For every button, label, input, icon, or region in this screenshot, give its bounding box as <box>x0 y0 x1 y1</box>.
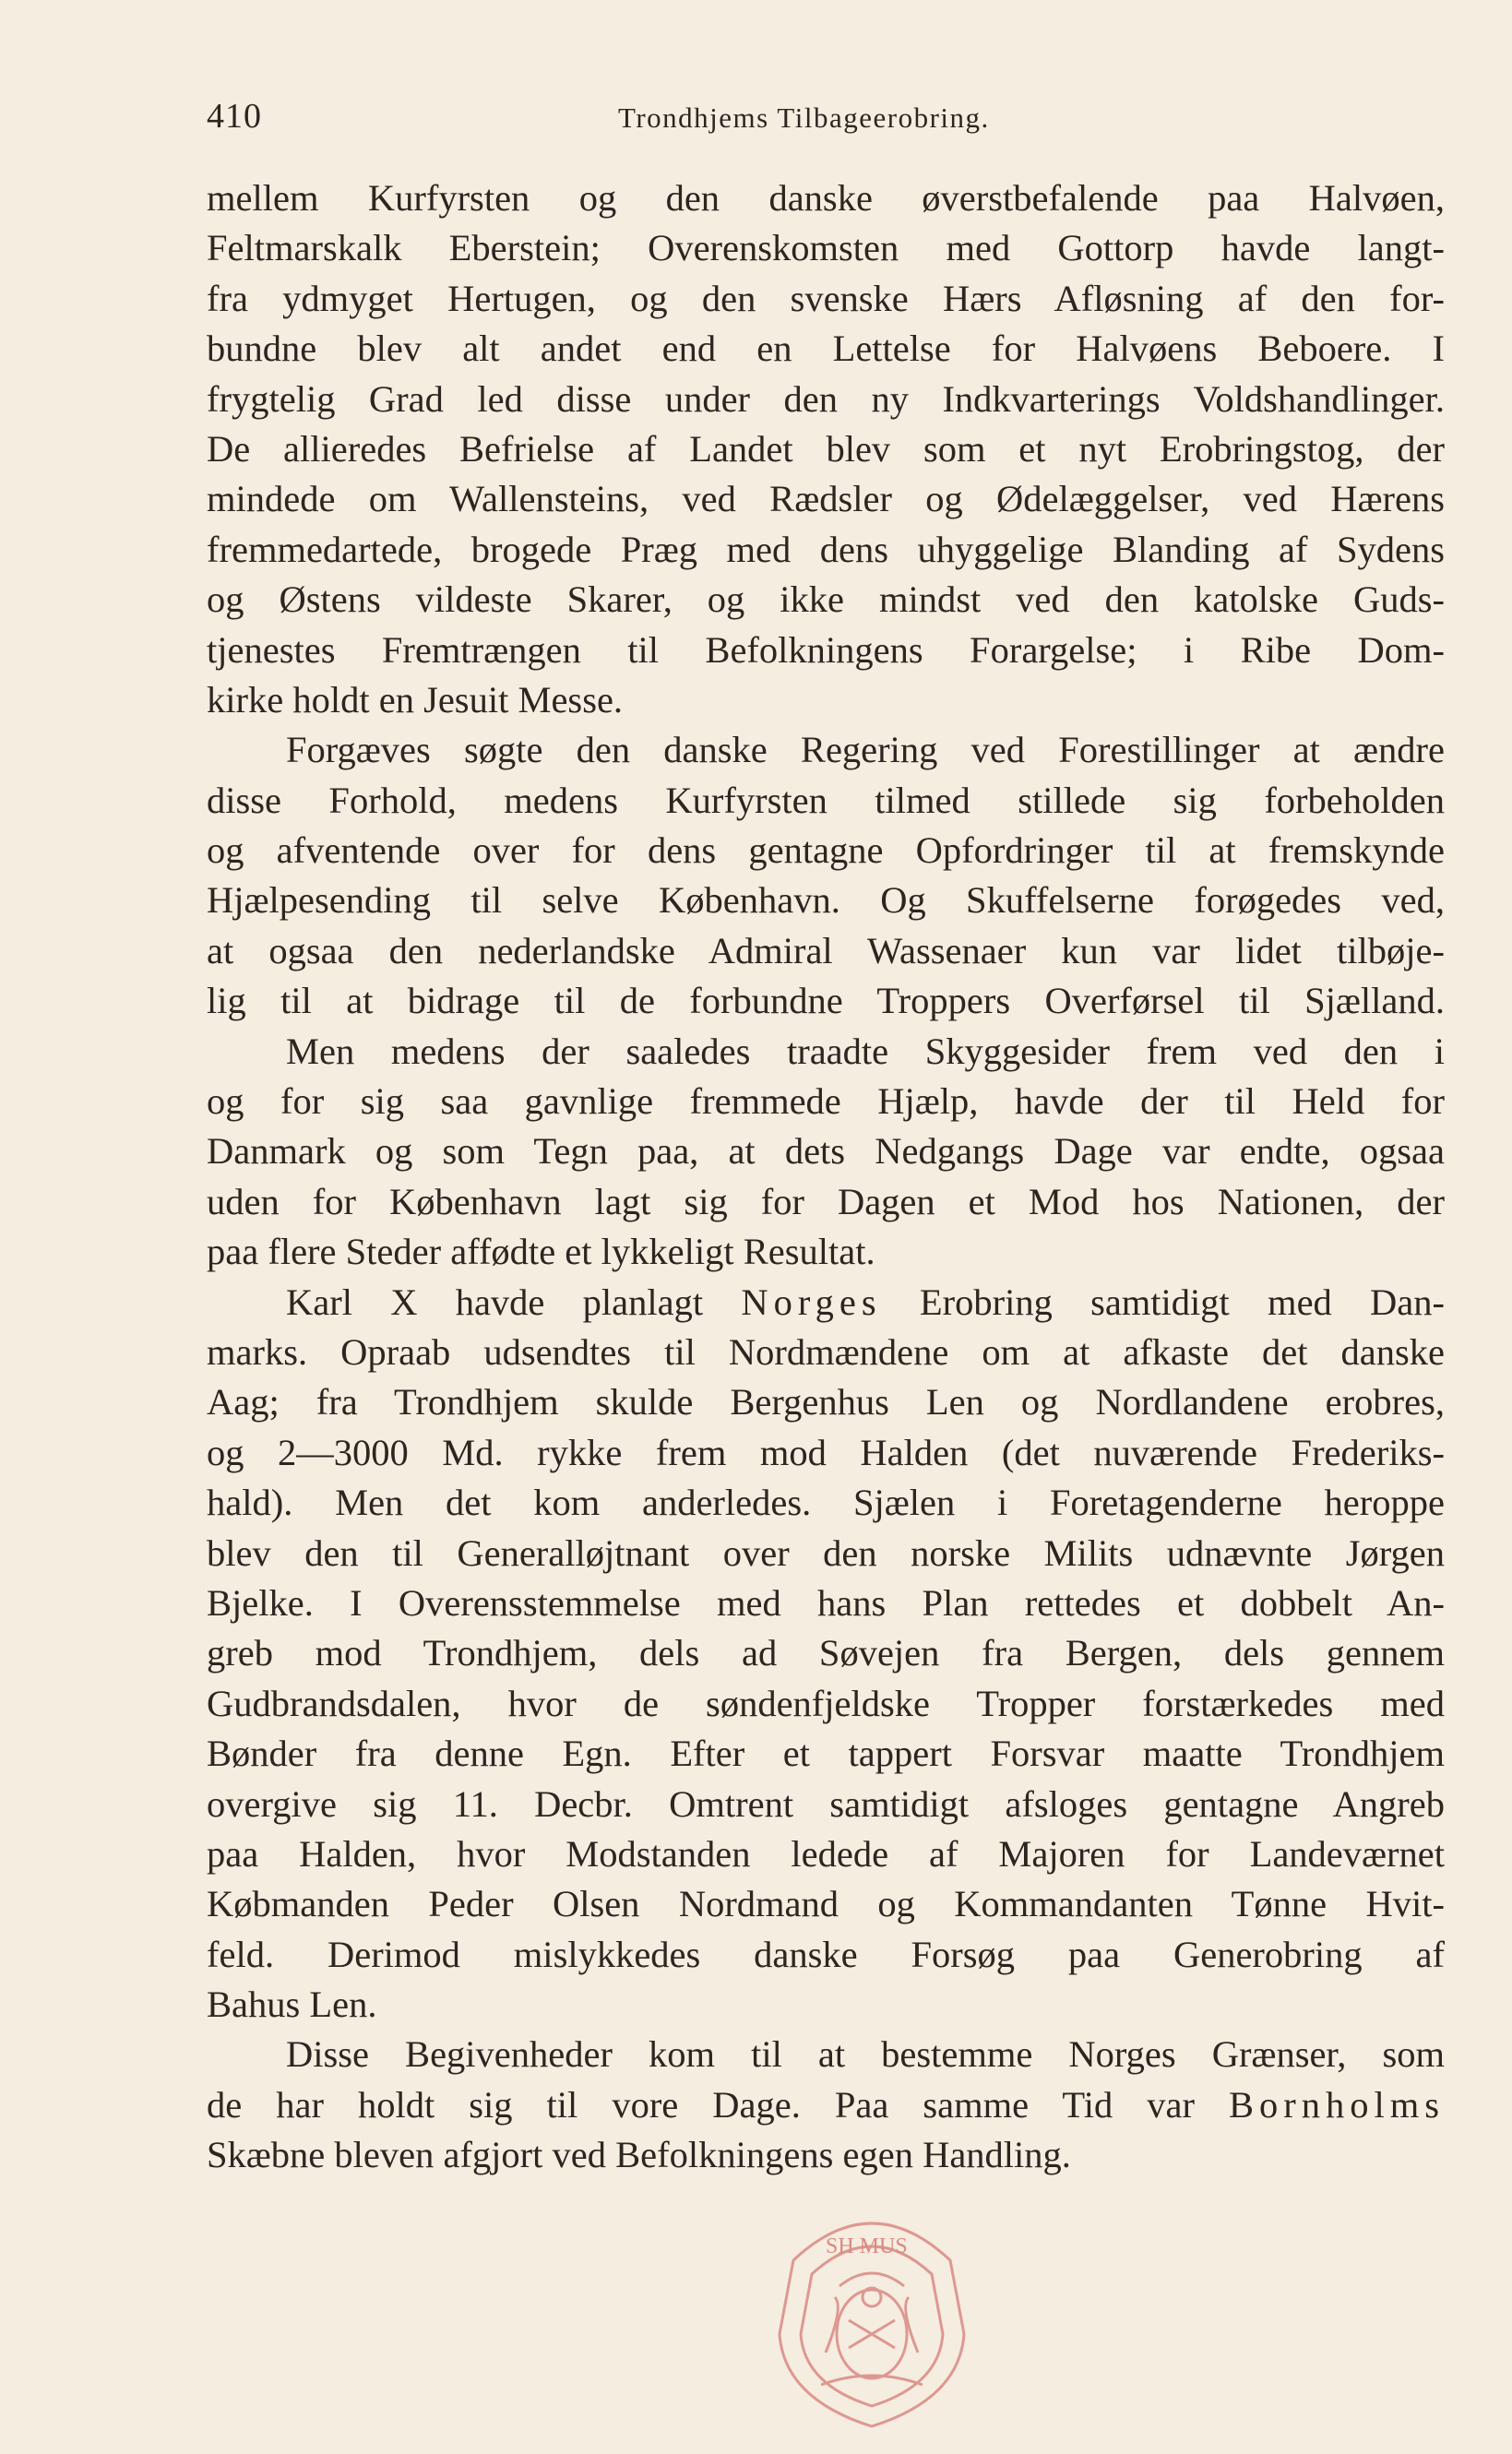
text-line: Købmanden Peder Olsen Nordmand og Kommandanten Tønne Hvit- <box>207 1883 1445 1925</box>
text-line: Disse Begivenheder kom til at bestemme Norges Grænser, som <box>286 2033 1445 2076</box>
text-line: paa Halden, hvor Modstanden ledede af Majoren for Landeværnet <box>207 1832 1445 1875</box>
text-line: Skæbne bleven afgjort ved Befolkningens egen Handling. <box>207 2134 1071 2176</box>
text-line: overgive sig 11. Decbr. Omtrent samtidigt afsloges gentagne Angreb <box>207 1782 1445 1825</box>
text-line: Gudbrandsdalen, hvor de søndenfjeldske Tropper forstærkedes med <box>207 1682 1445 1724</box>
text-line: tjenestes Fremtrængen til Befolkningens Forargelse; i Ribe Dom- <box>207 628 1445 671</box>
text-line: feld. Derimod mislykkedes danske Forsøg paa Generobring af <box>207 1933 1445 1975</box>
text-line: Feltmarskalk Eberstein; Overenskomsten med Gottorp havde langt- <box>207 227 1445 269</box>
text-line: Bjelke. I Overensstemmelse med hans Plan rettedes et dobbelt An- <box>207 1581 1445 1624</box>
text-line: Men medens der saaledes traadte Skyggesider frem ved den i <box>286 1030 1445 1072</box>
text-run: Erobring samtidigt med Dan- <box>881 1281 1445 1323</box>
text-line: lig til at bidrage til de forbundne Troppers Overførsel til Sjælland. <box>207 980 1445 1022</box>
text-line: blev den til Generalløjtnant over den norske Milits udnævnte Jørgen <box>207 1531 1445 1574</box>
text-line: hald). Men det kom anderledes. Sjælen i Foretagenderne heroppe <box>207 1482 1445 1524</box>
text-line: Hjælpesending til selve København. Og Skuffelserne forøgedes ved, <box>207 879 1445 922</box>
text-line <box>207 2080 1445 2130</box>
text-line: fremmedartede, brogede Præg med dens uhyggelige Blanding af Sydens <box>207 528 1445 570</box>
text-line: Forgæves søgte den danske Regering ved Forestillinger at ændre <box>286 729 1445 771</box>
museum-stamp <box>729 2196 1015 2436</box>
text-line: marks. Opraab udsendtes til Nordmændene om at afkaste det danske <box>207 1330 1445 1373</box>
text-line: disse Forhold, medens Kurfyrsten tilmed stillede sig forbeholden <box>207 779 1445 821</box>
text-line: frygtelig Grad led disse under den ny Indkvarterings Voldshandlinger. <box>207 377 1445 420</box>
text-line: Aag; fra Trondhjem skulde Bergenhus Len og Nordlandene erobres, <box>207 1381 1445 1424</box>
text-run: Karl X havde planlagt <box>286 1281 742 1323</box>
text-line: at ogsaa den nederlandske Admiral Wassenaer kun var lidet tilbøje- <box>207 929 1445 971</box>
text-line: fra ydmyget Hertugen, og den svenske Hærs Afløsning af den for- <box>207 277 1445 319</box>
text-line <box>207 1278 1445 1328</box>
text-line: bundne blev alt andet end en Lettelse for Halvøens Beboere. I <box>207 328 1445 370</box>
body-text <box>207 173 1445 2181</box>
spaced-name: Bornholms <box>1229 2083 1445 2126</box>
running-title: Trondhjems Tilbageerobring. <box>618 101 990 134</box>
text-line: paa flere Steder affødte et lykkeligt Resultat. <box>207 1231 875 1273</box>
stamp-seal-icon <box>729 2196 1015 2436</box>
text-line: greb mod Trondhjem, dels ad Søvejen fra Bergen, dels gennem <box>207 1632 1445 1674</box>
stamp-text: SH MUS <box>826 2234 908 2258</box>
page-number: 410 <box>207 97 262 136</box>
text-line: og 2—3000 Md. rykke frem mod Halden (det nuværende Frederiks- <box>207 1431 1445 1473</box>
text-line: og afventende over for dens gentagne Opfordringer til at fremskynde <box>207 829 1445 872</box>
text-line: Bahus Len. <box>207 1983 377 2026</box>
text-line: mindede om Wallensteins, ved Rædsler og Ødelæggelser, ved Hærens <box>207 478 1445 520</box>
text-line: og Østens vildeste Skarer, og ikke mindst ved den katolske Guds- <box>207 578 1445 621</box>
text-line: Danmark og som Tegn paa, at dets Nedgangs Dage var endte, ogsaa <box>207 1130 1445 1173</box>
text-run: de har holdt sig til vore Dage. Paa samme Tid var <box>207 2083 1195 2126</box>
text-line: Bønder fra denne Egn. Efter et tappert Forsvar maatte Trondhjem <box>207 1733 1445 1775</box>
text-line: og for sig saa gavnlige fremmede Hjælp, havde der til Held for <box>207 1080 1445 1123</box>
text-line: mellem Kurfyrsten og den danske øverstbefalende paa Halvøen, <box>207 177 1445 219</box>
spaced-name: Norges <box>741 1281 882 1323</box>
page-header <box>207 96 1445 151</box>
text-line: uden for København lagt sig for Dagen et Mod hos Nationen, der <box>207 1180 1445 1222</box>
text-line: kirke holdt en Jesuit Messe. <box>207 678 624 721</box>
text-line: De allieredes Befrielse af Landet blev som et nyt Erobringstog, der <box>207 427 1445 470</box>
